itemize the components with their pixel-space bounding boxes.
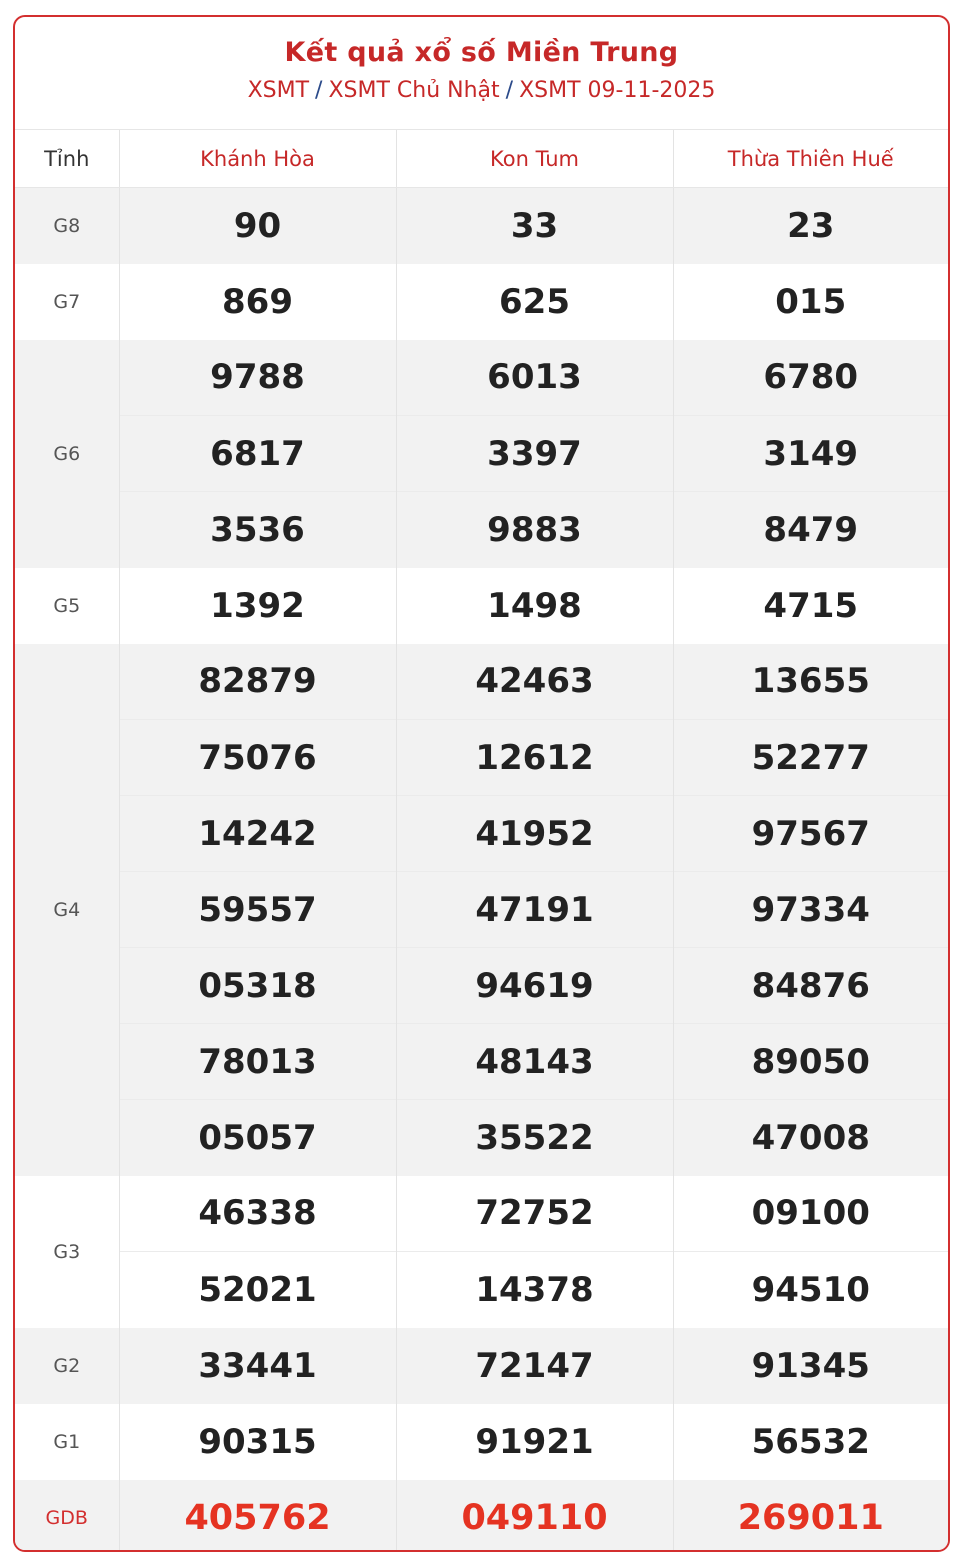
result-number: 6013 [396, 340, 673, 416]
result-number: 049110 [396, 1480, 673, 1553]
result-number: 94510 [673, 1252, 948, 1328]
result-number: 6817 [119, 416, 396, 492]
result-number: 015 [673, 264, 948, 340]
column-header-province: Tỉnh [15, 130, 119, 188]
result-number: 33441 [119, 1328, 396, 1404]
result-number: 42463 [396, 644, 673, 720]
result-number: 9883 [396, 492, 673, 568]
card-header [15, 17, 948, 130]
prize-label-g4: G4 [15, 644, 119, 1176]
result-number: 405762 [119, 1480, 396, 1553]
prize-label-gdb: GDB [15, 1480, 119, 1553]
result-number: 23 [673, 188, 948, 264]
table-row [15, 188, 948, 264]
column-header-kon-tum: Kon Tum [396, 130, 673, 188]
result-number: 72752 [396, 1176, 673, 1252]
result-number: 72147 [396, 1328, 673, 1404]
result-number: 41952 [396, 796, 673, 872]
result-number: 9788 [119, 340, 396, 416]
breadcrumb-separator: / [505, 78, 514, 103]
table-row [15, 1480, 948, 1553]
column-header-khanh-hoa: Khánh Hòa [119, 130, 396, 188]
result-number: 47008 [673, 1100, 948, 1176]
prize-label-g3: G3 [53, 1240, 81, 1263]
prize-label-g5: G5 [53, 594, 81, 617]
result-number: 89050 [673, 1024, 948, 1100]
result-number: 12612 [396, 720, 673, 796]
result-number: 56532 [673, 1404, 948, 1480]
result-number: 3397 [396, 416, 673, 492]
result-number: 47191 [396, 872, 673, 948]
result-number: 82879 [119, 644, 396, 720]
page-title: Kết quả xổ số Miền Trung [284, 37, 679, 68]
table-row [15, 568, 948, 644]
result-number: 48143 [396, 1024, 673, 1100]
prize-label-g2: G2 [15, 1328, 119, 1404]
table-row [15, 1328, 948, 1404]
prize-label-g7: G7 [53, 290, 81, 313]
result-number: 869 [119, 264, 396, 340]
result-number: 97567 [673, 796, 948, 872]
result-number: 8479 [673, 492, 948, 568]
result-number: 46338 [119, 1176, 396, 1252]
breadcrumb-separator: / [315, 78, 323, 103]
table-header-row [15, 130, 948, 188]
result-number: 84876 [673, 948, 948, 1024]
result-number: 4715 [673, 568, 948, 644]
table-row [15, 948, 948, 1024]
result-number: 6780 [673, 340, 948, 416]
result-number: 90315 [119, 1404, 396, 1480]
result-number: 91921 [396, 1404, 673, 1480]
table-row [15, 796, 948, 872]
result-number: 1392 [119, 568, 396, 644]
result-number: 59557 [119, 872, 396, 948]
result-number: 05318 [119, 948, 396, 1024]
breadcrumb-xsmt-weekday[interactable]: XSMT Chủ Nhật [328, 78, 500, 103]
table-row [15, 1404, 948, 1480]
table-row [15, 492, 948, 568]
result-number: 97334 [673, 872, 948, 948]
result-number: 05057 [119, 1100, 396, 1176]
result-number: 09100 [673, 1176, 948, 1252]
breadcrumb-xsmt[interactable]: XSMT [247, 78, 310, 103]
table-row [15, 340, 948, 416]
result-number: 3149 [673, 416, 948, 492]
table-row [15, 416, 948, 492]
results-body [15, 188, 948, 1553]
result-number: 625 [396, 264, 673, 340]
table-row [15, 1252, 948, 1328]
result-number: 78013 [119, 1024, 396, 1100]
result-number: 90 [119, 188, 396, 264]
table-row [15, 1100, 948, 1176]
table-row [15, 720, 948, 796]
result-number: 1498 [396, 568, 673, 644]
prize-label-g8: G8 [15, 188, 119, 264]
result-number: 52021 [119, 1252, 396, 1328]
result-number: 13655 [673, 644, 948, 720]
table-row [15, 644, 948, 720]
result-number: 52277 [673, 720, 948, 796]
result-number: 91345 [673, 1328, 948, 1404]
table-row [15, 1024, 948, 1100]
prize-label-g6: G6 [15, 340, 119, 568]
result-number: 3536 [119, 492, 396, 568]
result-number: 75076 [119, 720, 396, 796]
result-number: 269011 [673, 1480, 948, 1553]
result-number: 35522 [396, 1100, 673, 1176]
prize-label-g1: G1 [53, 1430, 81, 1453]
table-row [15, 872, 948, 948]
breadcrumb-xsmt-date[interactable]: XSMT 09-11-2025 [519, 78, 716, 103]
table-row [15, 264, 948, 340]
column-header-thua-thien-hue: Thừa Thiên Huế [673, 130, 948, 188]
result-number: 33 [396, 188, 673, 264]
result-number: 14378 [396, 1252, 673, 1328]
result-number: 94619 [396, 948, 673, 1024]
results-table [15, 130, 948, 1552]
table-row [15, 1176, 948, 1252]
result-number: 14242 [119, 796, 396, 872]
breadcrumb [15, 78, 948, 103]
results-card [13, 15, 950, 1552]
